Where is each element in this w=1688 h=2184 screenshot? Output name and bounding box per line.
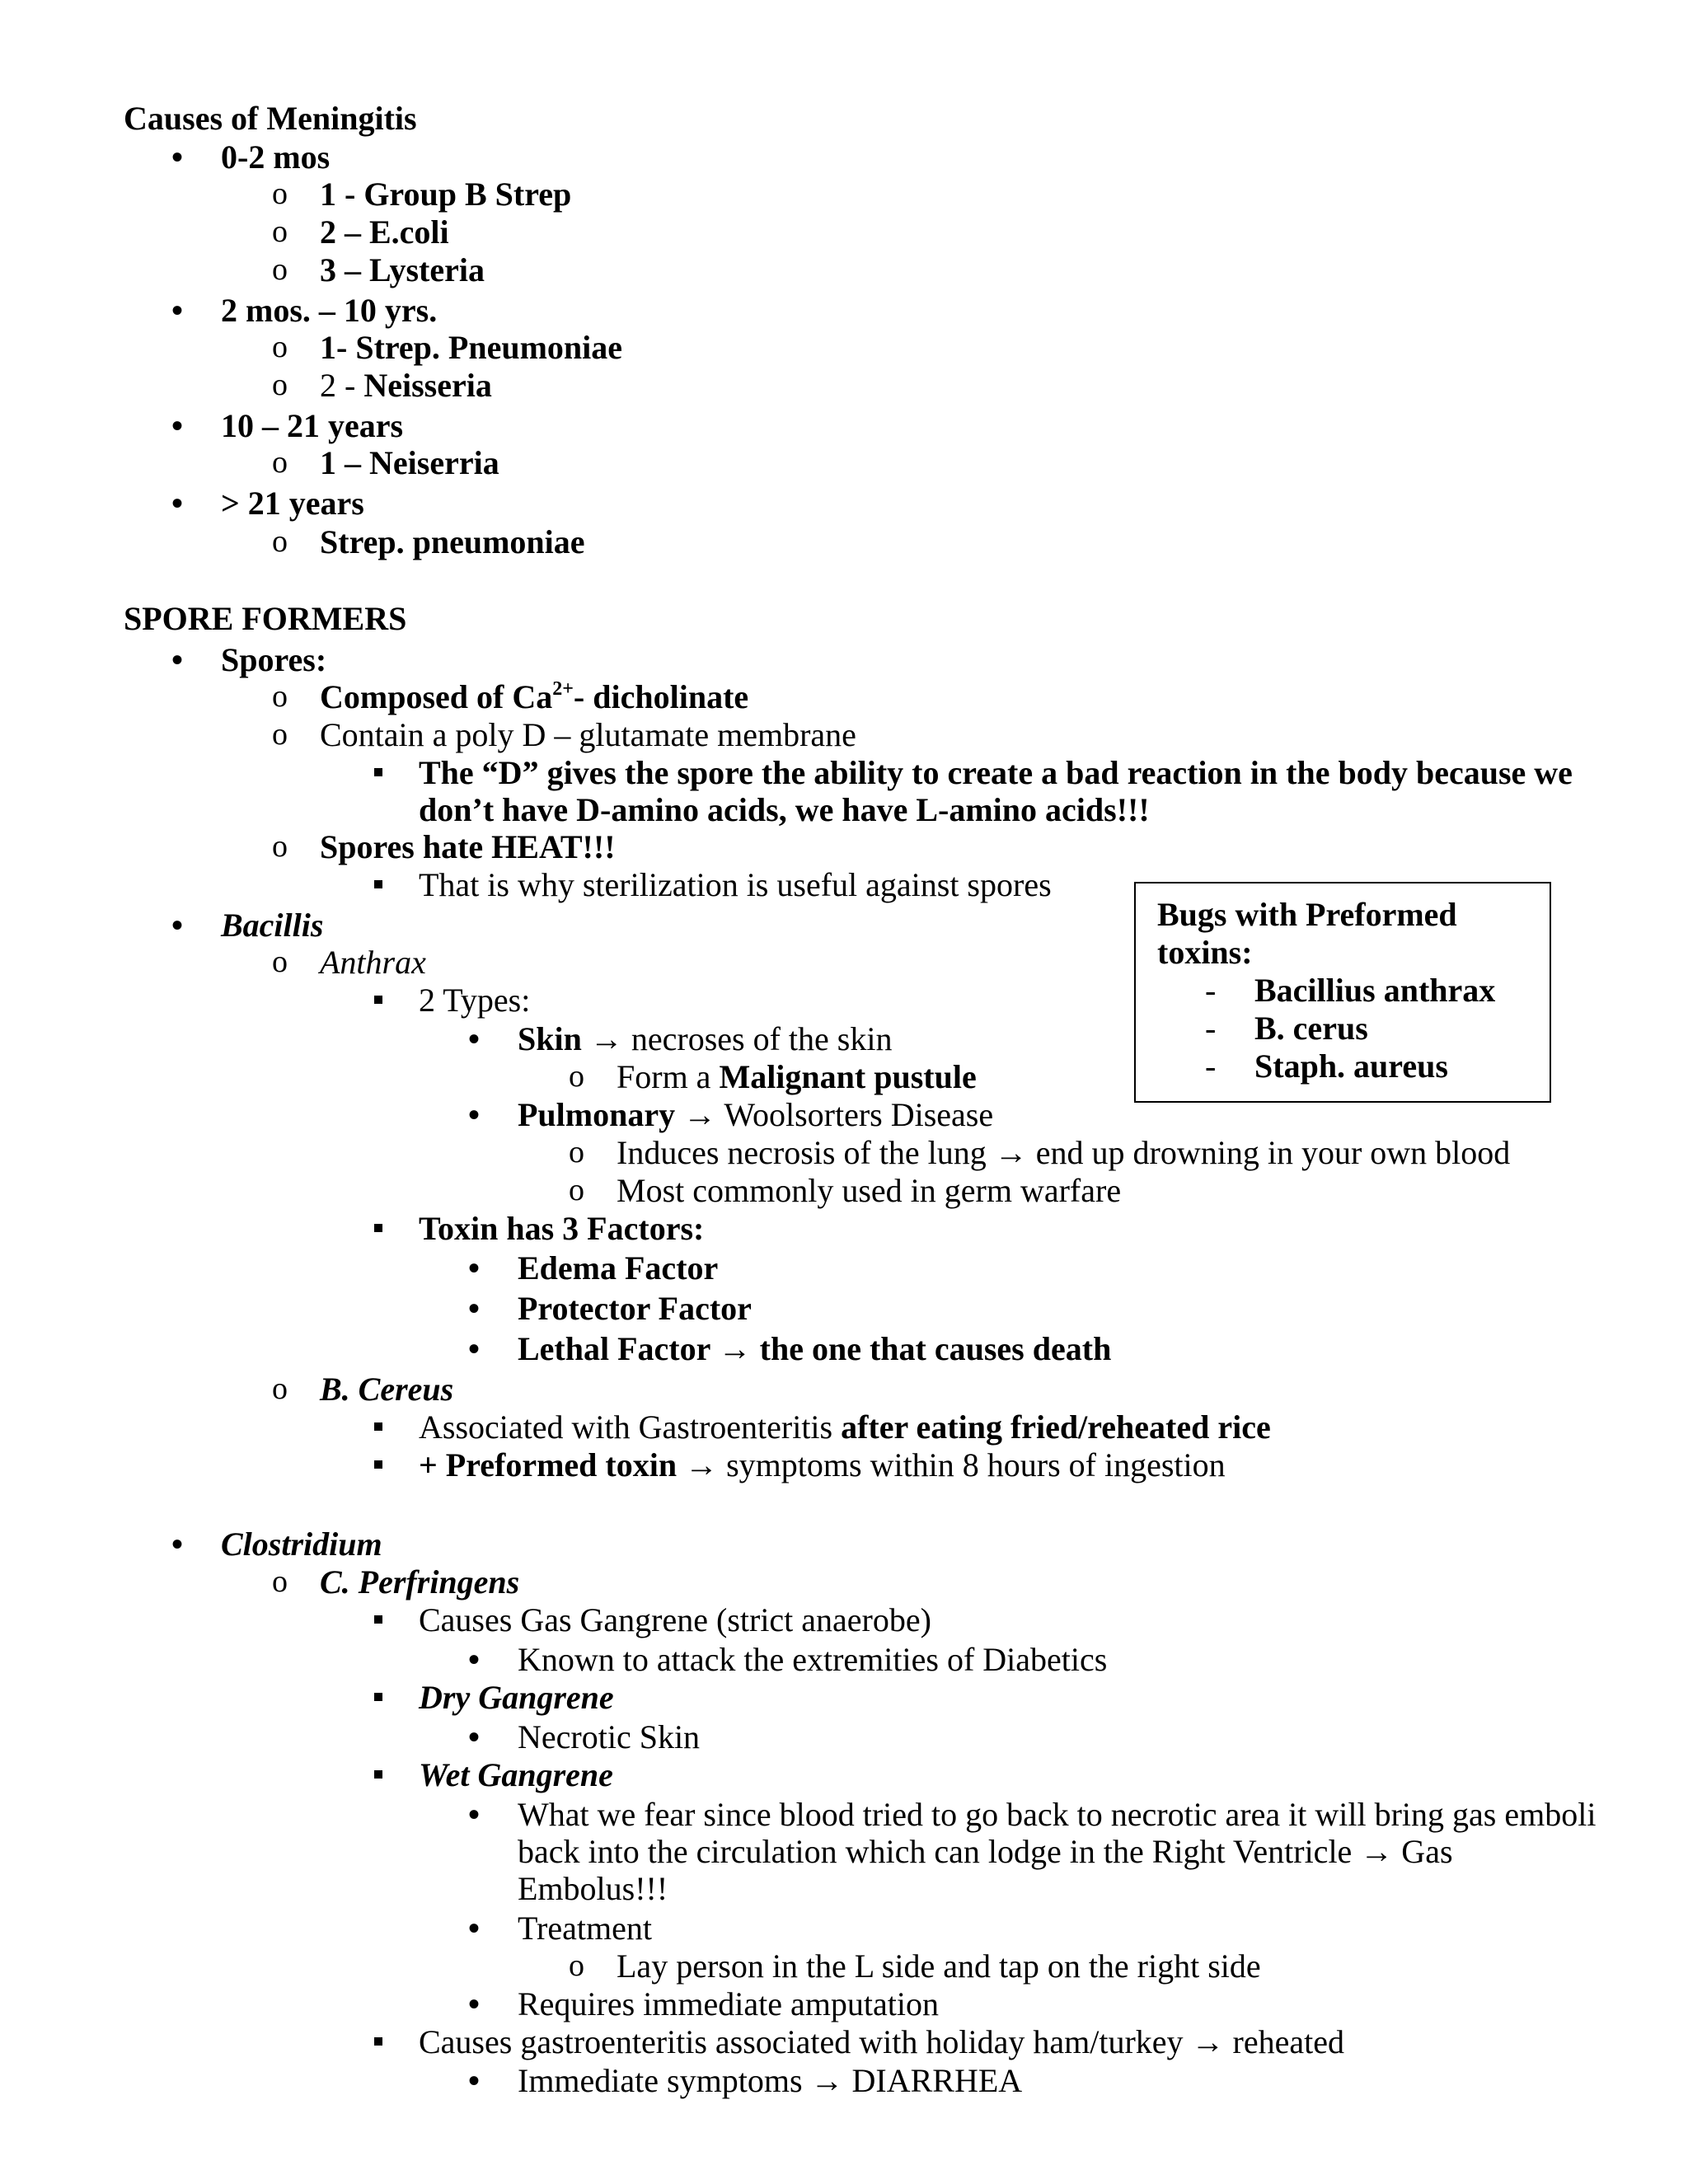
species-label: C. Perfringens xyxy=(320,1563,520,1601)
bullet-icon: • xyxy=(468,1020,481,1057)
list-item: Immediate symptoms → DIARRHEA xyxy=(518,2062,1023,2099)
circle-bullet-icon: o xyxy=(272,829,288,864)
circle-bullet-icon: o xyxy=(272,524,288,559)
text-run: Malignant pustule xyxy=(719,1058,977,1095)
text-run: → symptoms within 8 hours of ingestion xyxy=(677,1446,1226,1483)
bullet-icon: • xyxy=(468,1096,481,1133)
circle-bullet-icon: o xyxy=(272,252,288,287)
list-item xyxy=(320,678,749,715)
circle-bullet-icon: o xyxy=(272,1371,288,1406)
list-item: Toxin has 3 Factors: xyxy=(419,1210,705,1247)
bullet-icon: • xyxy=(171,138,184,176)
section-title-spore-formers: SPORE FORMERS xyxy=(124,600,407,637)
list-item: What we fear since blood tried to go back to necrotic area it will bring gas emboli xyxy=(518,1796,1597,1833)
dash-bullet-icon: - xyxy=(1205,1010,1217,1047)
text-run: Pulmonary xyxy=(518,1096,676,1133)
list-item: Treatment xyxy=(518,1910,652,1947)
list-item xyxy=(617,1058,977,1095)
circle-bullet-icon: o xyxy=(272,368,288,402)
list-item: Causes Gas Gangrene (strict anaerobe) xyxy=(419,1601,931,1638)
list-item: 2 Types: xyxy=(419,982,531,1019)
section-title-meningitis: Causes of Meningitis xyxy=(124,100,417,137)
text-run: + Preformed toxin xyxy=(419,1446,678,1483)
superscript: 2+ xyxy=(552,678,574,700)
list-item: Causes gastroenteritis associated with holiday ham/turkey → reheated xyxy=(419,2023,1345,2060)
species-label: B. Cereus xyxy=(320,1371,454,1408)
circle-bullet-icon: o xyxy=(272,214,288,249)
list-item-continuation: don’t have D-amino acids, we have L-amino acids!!! xyxy=(419,791,1150,828)
circle-bullet-icon: o xyxy=(569,1948,584,1983)
square-bullet-icon xyxy=(374,1693,382,1701)
text-run: Associated with Gastroenteritis xyxy=(419,1408,842,1446)
list-item: Necrotic Skin xyxy=(518,1718,701,1755)
bullet-icon: • xyxy=(468,1796,481,1833)
list-item xyxy=(419,1446,1226,1483)
list-item: Requires immediate amputation xyxy=(518,1985,939,2022)
bullet-icon: • xyxy=(171,907,184,944)
list-item-continuation: back into the circulation which can lodge in the Right Ventricle → Gas xyxy=(518,1833,1453,1870)
circle-bullet-icon: o xyxy=(272,1564,288,1599)
bullet-icon: • xyxy=(468,1249,481,1286)
list-item xyxy=(518,1096,994,1133)
circle-bullet-icon: o xyxy=(272,330,288,364)
bullet-icon: • xyxy=(171,485,184,522)
spores-label: Spores: xyxy=(221,641,327,678)
bullet-icon: • xyxy=(171,292,184,329)
list-item: Protector Factor xyxy=(518,1290,752,1327)
list-item-continuation: Embolus!!! xyxy=(518,1870,668,1907)
list-item xyxy=(419,1408,1271,1446)
text-run: Form a xyxy=(617,1058,720,1095)
list-item-number: 2 - xyxy=(320,367,364,404)
text-run: - dicholinate xyxy=(573,678,749,715)
circle-bullet-icon: o xyxy=(272,717,288,752)
age-group-label: 0-2 mos xyxy=(221,138,331,176)
genus-label: Clostridium xyxy=(221,1526,382,1563)
square-bullet-icon xyxy=(374,768,382,776)
list-item: 1 - Group B Strep xyxy=(320,176,572,213)
list-item: That is why sterilization is useful against spores xyxy=(419,866,1052,903)
list-item: The “D” gives the spore the ability to create a bad reaction in the body because we xyxy=(419,754,1573,791)
list-item: Lay person in the L side and tap on the right side xyxy=(617,1947,1261,1985)
bullet-icon: • xyxy=(171,407,184,444)
bullet-icon: • xyxy=(468,1330,481,1367)
square-bullet-icon xyxy=(374,880,382,888)
bullet-icon: • xyxy=(468,1718,481,1755)
list-item: Strep. pneumoniae xyxy=(320,523,585,560)
list-item-name: Neisseria xyxy=(363,367,492,404)
circle-bullet-icon: o xyxy=(569,1173,584,1207)
list-item: Induces necrosis of the lung → end up drowning in your own blood xyxy=(617,1134,1511,1171)
list-item: 3 – Lysteria xyxy=(320,251,485,288)
bullet-icon: • xyxy=(171,641,184,678)
square-bullet-icon xyxy=(374,2037,382,2046)
callout-title-continuation: toxins: xyxy=(1157,934,1253,971)
age-group-label: 2 mos. – 10 yrs. xyxy=(221,292,438,329)
text-run: → Woolsorters Disease xyxy=(675,1096,994,1133)
square-bullet-icon xyxy=(374,996,382,1004)
list-item: Edema Factor xyxy=(518,1249,719,1286)
circle-bullet-icon: o xyxy=(569,1135,584,1169)
square-bullet-icon xyxy=(374,1422,382,1431)
text-run: Composed of Ca xyxy=(320,678,553,715)
list-item: Dry Gangrene xyxy=(419,1679,614,1716)
list-item xyxy=(518,1020,893,1057)
bullet-icon: • xyxy=(468,1910,481,1947)
list-item: Known to attack the extremities of Diabetics xyxy=(518,1641,1108,1678)
list-item: 2 – E.coli xyxy=(320,213,449,251)
circle-bullet-icon: o xyxy=(272,176,288,211)
callout-item: B. cerus xyxy=(1254,1010,1368,1047)
age-group-label: > 21 years xyxy=(221,485,364,522)
circle-bullet-icon: o xyxy=(569,1059,584,1094)
list-item xyxy=(320,369,492,402)
square-bullet-icon xyxy=(374,1224,382,1232)
bullet-icon: • xyxy=(468,2062,481,2099)
circle-bullet-icon: o xyxy=(272,445,288,480)
list-item: Contain a poly D – glutamate membrane xyxy=(320,716,856,753)
age-group-label: 10 – 21 years xyxy=(221,407,404,444)
circle-bullet-icon: o xyxy=(272,679,288,714)
genus-label: Bacillis xyxy=(221,907,324,944)
bullet-icon: • xyxy=(468,1290,481,1327)
preformed-toxins-callout xyxy=(1134,882,1551,1103)
callout-item: Staph. aureus xyxy=(1254,1047,1448,1085)
callout-title: Bugs with Preformed xyxy=(1157,896,1457,933)
bullet-icon: • xyxy=(468,1641,481,1678)
species-label: Anthrax xyxy=(320,944,426,981)
list-item: 1 – Neiserria xyxy=(320,444,499,481)
dash-bullet-icon: - xyxy=(1205,1047,1217,1085)
square-bullet-icon xyxy=(374,1615,382,1624)
square-bullet-icon xyxy=(374,1460,382,1469)
list-item: Lethal Factor → the one that causes death xyxy=(518,1330,1112,1367)
list-item: Spores hate HEAT!!! xyxy=(320,828,616,865)
list-item: Wet Gangrene xyxy=(419,1756,613,1793)
text-run: Skin xyxy=(518,1020,582,1057)
callout-item: Bacillius anthrax xyxy=(1254,972,1496,1009)
list-item: 1- Strep. Pneumoniae xyxy=(320,329,623,366)
list-item: Most commonly used in germ warfare xyxy=(617,1172,1122,1209)
bullet-icon: • xyxy=(468,1985,481,2022)
dash-bullet-icon: - xyxy=(1205,972,1217,1009)
text-run: after eating fried/reheated rice xyxy=(841,1408,1271,1446)
bullet-icon: • xyxy=(171,1526,184,1563)
circle-bullet-icon: o xyxy=(272,944,288,979)
text-run: → necroses of the skin xyxy=(581,1020,893,1057)
square-bullet-icon xyxy=(374,1770,382,1779)
